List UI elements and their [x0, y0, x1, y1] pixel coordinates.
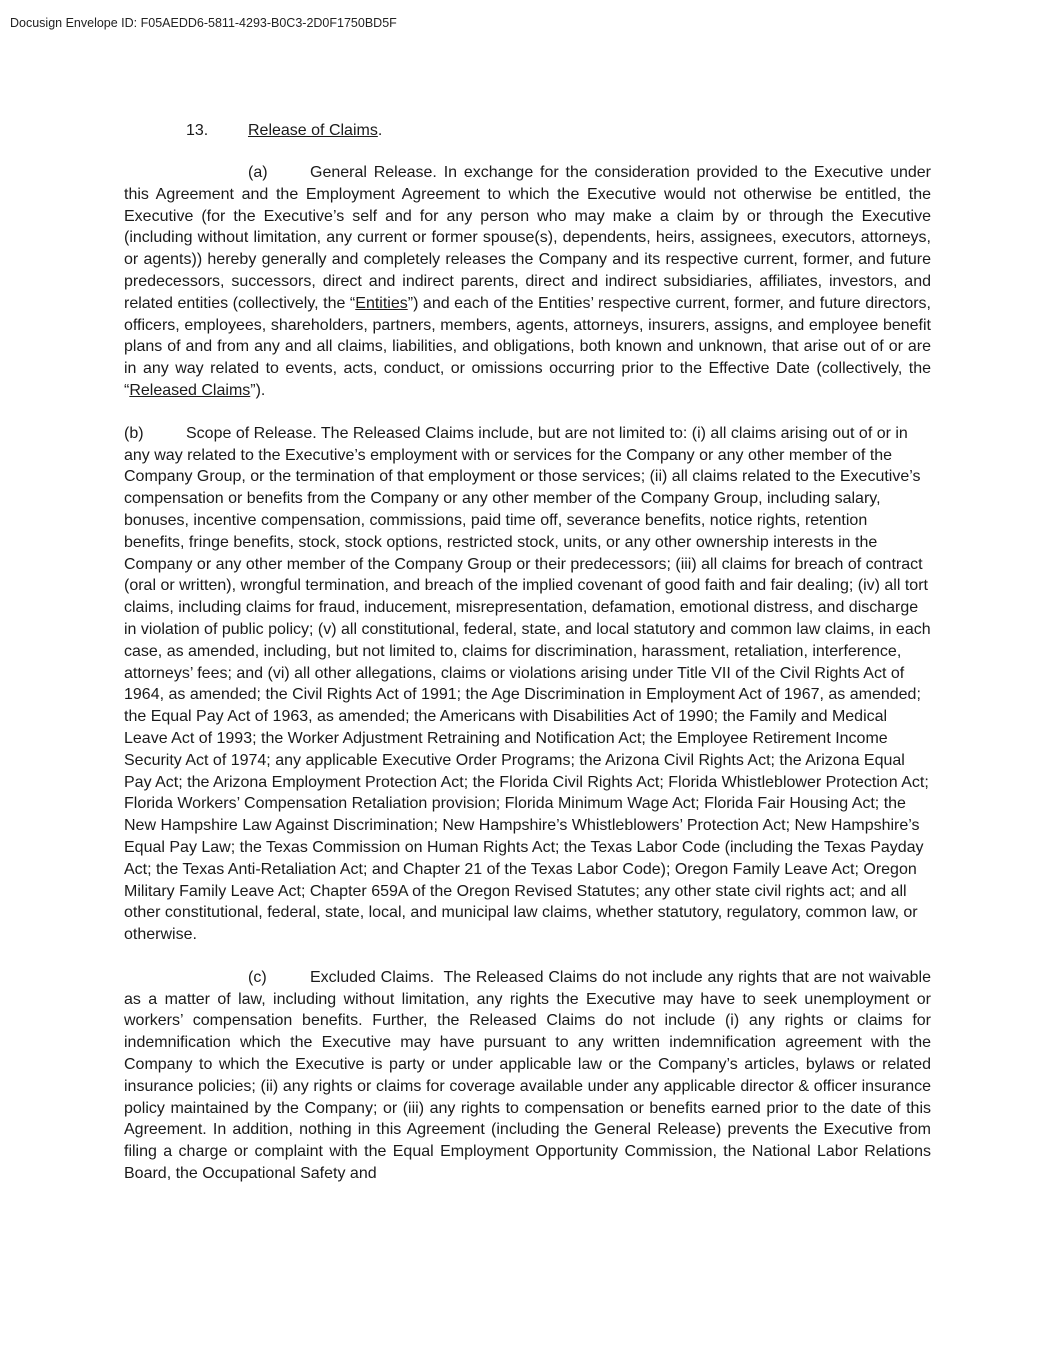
paragraph-general-release — [124, 162, 931, 402]
para-a-label: (a) — [248, 164, 268, 181]
para-c-text: The Released Claims do not include any rights that are not waivable as a matter of law, including without limitation, any rights the Executive may have to seek unemployment or workers’ compensation benefits. Further, the Released Claims do not include (i) any rights or claims for indemnification which the Executive may have pursuant to any written indemnification agreement with the Company to which the Executive is party or under applicable law or the Company’s articles, bylaws or related insurance policies; (ii) any rights or claims for coverage available under any applicable director & officer insurance policy maintained by the Company; or (iii) any rights to compensation or benefits earned prior to the date of this Agreement. In addition, nothing in this Agreement (including the General Release) prevents the Executive from filing a charge or complaint with the Equal Employment Opportunity Commission, the National Labor Relations Board, the Occupational Safety and — [124, 968, 931, 1183]
para-a-text-3: ”). — [250, 381, 266, 399]
document-page — [124, 120, 931, 1206]
para-b-text: Scope of Release. The Released Claims include, but are not limited to: (i) all claims arising out of or in any way related to the Executive’s employment with or services for the Company or any other member of the Company Group, or the termination of that employment or those services; (ii) all claims related to the Executive’s compensation or benefits from the Company or any other member of the Company Group, including salary, bonuses, incentive compensation, commissions, paid time off, severance benefits, notice rights, retention benefits, fringe benefits, stock, stock options, restricted stock, units, or any other ownership interests in the Company or any other member of the Company Group or their predecessors; (iii) all claims for breach of contract (oral or written), wrongful termination, and breach of the implied covenant of good faith and fair dealing; (iv) all tort claims, including claims for fraud, inducement, misrepresentation, defamation, emotional distress, and discharge in violation of public policy; (v) all constitutional, federal, state, and local statutory and common law claims, in each case, as amended, including, but not limited to, claims for discrimination, harassment, retaliation, interference, attorneys’ fees; and (vi) all other allegations, claims or violations arising under Title VII of the Civil Rights Act of 1964, as amended; the Civil Rights Act of 1991; the Age Discrimination in Employment Act of 1967, as amended; the Equal Pay Act of 1963, as amended; the Americans with Disabilities Act of 1990; the Family and Medical Leave Act of 1993; the Worker Adjustment Retraining and Notification Act; the Employee Retirement Income Security Act of 1974; any applicable Executive Order Programs; the Arizona Civil Rights Act; the Arizona Equal Pay Act; the Arizona Employment Protection Act; the Florida Civil Rights Act; Florida Whistleblower Protection Act; Florida Workers’ Compensation Retaliation provision; Florida Minimum Wage Act; Florida Fair Housing Act; the New Hampshire Law Against Discrimination; New Hampshire’s Whistleblowers’ Protection Act; New Hampshire’s Equal Pay Law; the Texas Commission on Human Rights Act; the Texas Labor Code (including the Texas Payday Act; the Texas Anti-Retaliation Act; and Chapter 21 of the Texas Labor Code); Oregon Family Leave Act; Oregon Military Family Leave Act; Chapter 659A of the Oregon Revised Statutes; any other state civil rights act; and all other constitutional, federal, state, local, and municipal law claims, whether statutory, regulatory, common law, or otherwise. — [124, 424, 931, 944]
para-b-label: (b) — [124, 424, 144, 442]
para-a-text-1: In exchange for the consideration provided to the Executive under this Agreement and the Employment Agreement to which the Executive would not otherwise be entitled, the Executive (for the Executive’s self and for any person who may make a claim by or through the Executive (including without limitation, any current or former spouse(s), dependents, heirs, assignees, executors, attorneys, or agents)) hereby generally and completely releases the Company and its respective current, former, and future predecessors, successors, direct and indirect parents, direct and indirect subsidiaries, affiliates, investors, and related entities (collectively, the “ — [124, 164, 931, 312]
para-a-text-2: ”) and each of the Entities’ respective current, former, and future directors, officers, employees, shareholders, partners, members, agents, attorneys, insurers, assigns, and employee benefit plans of and from any and all claims, liabilities, and obligations, both known and unknown, that arise out of or are in any way related to events, acts, conduct, or omissions occurring prior to the Effective Date (collectively, the “ — [124, 294, 931, 399]
section-number: 13. — [186, 122, 209, 139]
docusign-envelope-id: Docusign Envelope ID: F05AEDD6-5811-4293-B0C3-2D0F1750BD5F — [10, 16, 397, 30]
para-c-heading: Excluded Claims. — [310, 968, 435, 986]
defined-term-entities: Entities — [355, 294, 408, 312]
paragraph-excluded-claims — [124, 967, 931, 1185]
section-title: Release of Claims — [248, 122, 378, 139]
paragraph-scope-of-release — [124, 423, 931, 946]
para-a-heading: General Release. — [310, 164, 437, 181]
para-c-label: (c) — [248, 968, 267, 986]
section-heading — [186, 120, 931, 142]
defined-term-released-claims: Released Claims — [129, 381, 251, 399]
section-title-period: . — [377, 122, 383, 139]
